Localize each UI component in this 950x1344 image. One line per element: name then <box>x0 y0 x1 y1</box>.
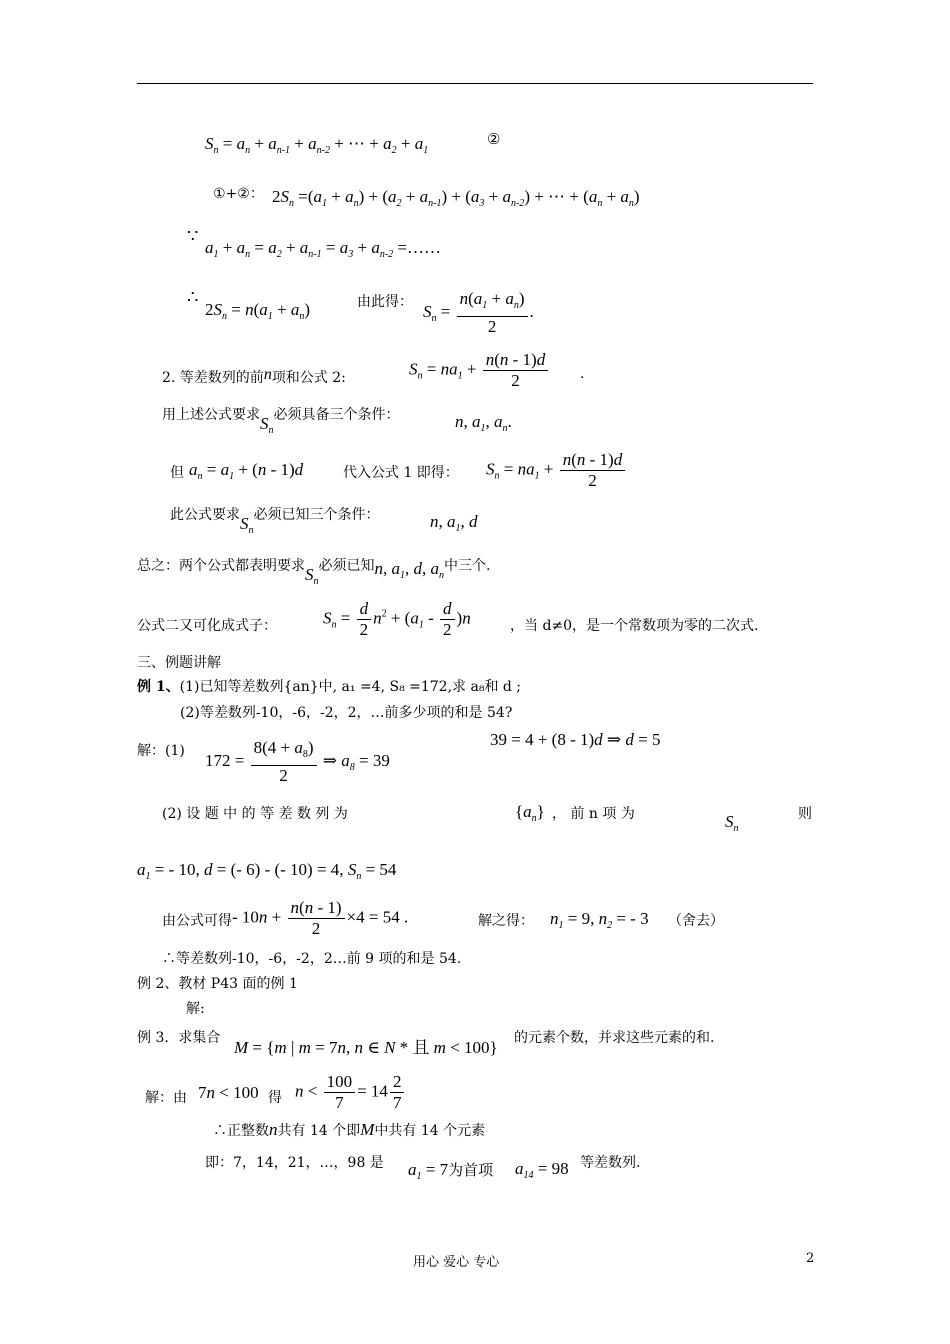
formula-sum-2-repeat: $S_n = na_1$ + $\frac{n(n - 1)d}{2}$ <box>486 450 627 491</box>
sum-sn-symbol: $S_n$ <box>725 812 739 834</box>
section-3-title: 三、例题讲解 <box>137 655 221 671</box>
but-label: 但 <box>170 465 184 481</box>
footer-motto: 用心 爱心 专心 <box>413 1255 500 1270</box>
substitute-label: 代入公式 1 即得： <box>343 465 459 481</box>
summary-line: 总之：两个公式都表明要求$S_n$必须已知n, $a_1$, d, $a_n$中三个. <box>137 558 491 587</box>
example-2: 例 2、教材 P43 面的例 1 <box>137 976 298 992</box>
solution-1-label: 解：(1) <box>137 743 185 759</box>
requirement-line-2: 此公式要求$S_n$必须已知三个条件： <box>170 507 380 536</box>
header-rule <box>137 83 813 84</box>
solution-2-givens: $a_1$ = - 10, d = (- 6) - (- 10) = 4, $S_n = 54$ <box>137 860 397 882</box>
formula-quadratic: $S_n$ = $\frac{d}{2}$ $n^2 + (a_1$ - $\frac{d}{2}$ )n <box>323 599 471 639</box>
equation-tag-2: ② <box>487 130 501 148</box>
conditions-1: n, $a_1$, $a_n$. <box>455 412 512 434</box>
example-3-count-line: ∴正整数n共有 14 个即M中共有 14 个元素 <box>213 1120 486 1139</box>
sequence-an: $\{a_n\}$ <box>515 802 545 824</box>
solution-2-intro-2: ， 前 n 项 为 <box>552 806 635 822</box>
example-3-label: 例 3．求集合 <box>137 1030 221 1046</box>
example-3-solution-label: 解：由 <box>145 1090 187 1106</box>
inequality-result: n < $\frac{100}{7}$ = 14 $\frac{2}{7}$ <box>295 1072 406 1113</box>
arithmetic-sequence-label: 等差数列. <box>580 1155 641 1171</box>
solution-1-formula: 172 = $\frac{8(4 + a_8)}{2}$ ⇒ $a_8 = 39$ <box>205 738 390 785</box>
example-3-list: 即：7，14，21，…，98 是 <box>205 1155 384 1171</box>
quadratic-note: ，当 d≠0，是一个常数项为零的二次式. <box>510 618 759 634</box>
example-3-question: 的元素个数，并求这些元素的和. <box>514 1030 715 1046</box>
formula2-label: 2. 等差数列的前n项和公式 2: <box>162 366 346 386</box>
formula-an-general: $a_n = a_1 + (n - 1)d$ <box>189 460 304 482</box>
example-1-q1: 例 1、(1)已知等差数列{an}中, a₁ =4, S₈ =172,求 a₈和 d ; <box>137 679 522 695</box>
example-1-q2: (2)等差数列-10，-6，-2，2，…前多少项的和是 54? <box>180 705 513 721</box>
get-label: 得 <box>268 1090 282 1106</box>
solution-2-equation: - 10n + $\frac{n(n - 1)}{2}$ ×4 = 54 . <box>232 898 409 938</box>
formula-sum-1: $S_n$ = $\frac{n(a_1 + a_n)}{2}$ . <box>423 289 534 336</box>
conditions-2: n, $a_1$, d <box>430 512 478 534</box>
discard-note: （舍去） <box>668 913 724 929</box>
formula2-period: . <box>580 366 585 382</box>
example-2-solution: 解: <box>186 1001 205 1017</box>
term-14: $a_{14} = 98$ <box>515 1159 569 1181</box>
formula-sum-2: $S_n = na_1$ + $\frac{n(n - 1)d}{2}$ <box>409 350 550 391</box>
solution-1-d: 39 = 4 + (8 - 1)d ⇒ d = 5 <box>490 730 661 749</box>
solution-2-intro: (2) 设 题 中 的 等 差 数 列 为 <box>162 806 348 822</box>
set-m-definition: M = {m | m = 7n, n ∈ N * 且 m < 100} <box>234 1038 498 1057</box>
inequality-7n: 7n < 100 <box>198 1083 259 1102</box>
sum-label: ①+②： <box>213 186 264 202</box>
solution-2-conclusion: ∴等差数列-10，-6，-2，2…前 9 项的和是 54. <box>162 951 462 967</box>
formula-pair-equality: $a_1 + a_n = a_2 + a_{n-1} = a_3 + a_{n-2}$ =…… <box>205 238 441 260</box>
formula-sn-reverse: $S_n = a_n + a_{n-1} + a_{n-2}$ + ⋯ + $a_2 + a_1$ <box>205 134 429 156</box>
solution-2-then: 则 <box>798 806 812 822</box>
solve-label: 解之得： <box>478 913 534 929</box>
first-term: $a_1 = 7$为首项 <box>408 1160 494 1182</box>
formula-2sn-result: $2S_n = n(a_1 + a_n)$ <box>205 300 311 322</box>
because-symbol: ∵ <box>187 226 199 247</box>
formula-2sn-pairs: $2S_n =(a_1 + a_n) + (a_2 + a_{n-1}) + (a_3 + a_{n-2})$ + ⋯ + $(a_n + a_n)$ <box>272 187 640 209</box>
page-number: 2 <box>806 1251 815 1266</box>
quadratic-label: 公式二又可化成式子： <box>137 618 277 634</box>
requirement-line-1: 用上述公式要求$S_n$必须具备三个条件： <box>162 407 400 436</box>
therefore-symbol: ∴ <box>187 287 199 308</box>
solution-2-roots: $n_1 = 9$, $n_2$ = - 3 <box>550 909 649 931</box>
hence-label: 由此得： <box>357 294 413 310</box>
solution-2-formula-label: 由公式可得 <box>162 913 232 929</box>
